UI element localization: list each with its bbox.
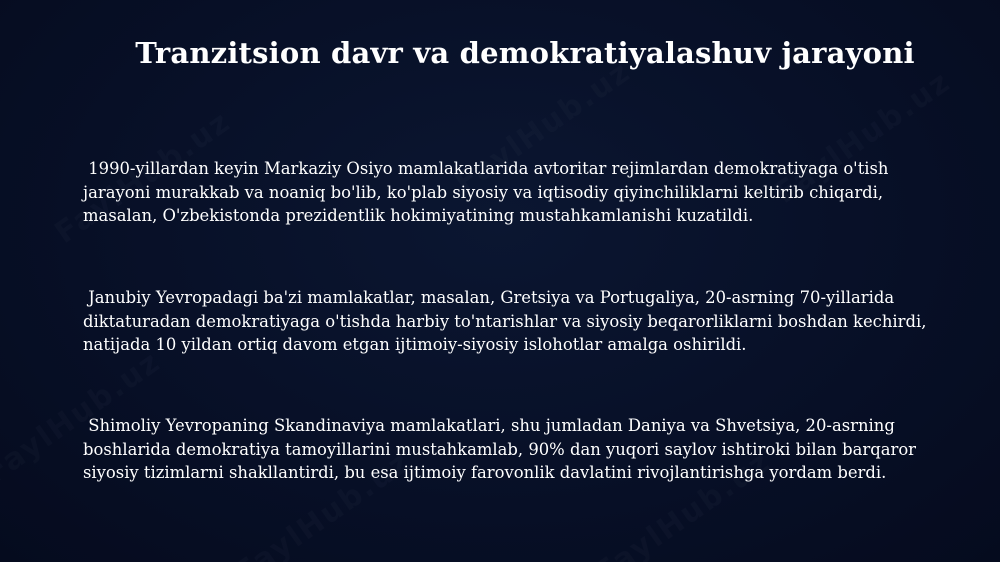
paragraph-central-asia: 1990-yillardan keyin Markaziy Osiyo mamlakatlarida avtoritar rejimlardan demokratiyaga o'tish jarayoni murakkab va noaniq bo'lib, ko'plab siyosiy va iqtisodiy qiyinchiliklarni keltirib chiqardi, masalan, O'zbekistonda prezidentlik hokimiyatining mustahkamlanishi kuzatildi.	[83, 159, 894, 225]
paragraph-southern-europe: Janubiy Yevropadagi ba'zi mamlakatlar, masalan, Gretsiya va Portugaliya, 20-asrning 70-yillarida diktaturadan demokratiyaga o'tishda harbiy to'ntarishlar va siyosiy beqarorliklarni boshdan kechirdi, natijada 10 yildan ortiq davom etgan ijtimoiy-siyosiy islohotlar amalga oshirildi.	[83, 288, 932, 354]
paragraph-scandinavia: Shimoliy Yevropaning Skandinaviya mamlakatlari, shu jumladan Daniya va Shvetsiya, 20-asrning boshlarida demokratiya tamoyillarini mustahkamlab, 90% dan yuqori saylov ishtiroki bilan barqaror siyosiy tizimlarni shakllantirdi, bu esa ijtimoiy farovonlik davlatini rivojlantirishga yordam berdi.	[83, 416, 922, 482]
slide-title: Tranzitsion davr va demokratiyalashuv jarayoni	[135, 36, 915, 70]
